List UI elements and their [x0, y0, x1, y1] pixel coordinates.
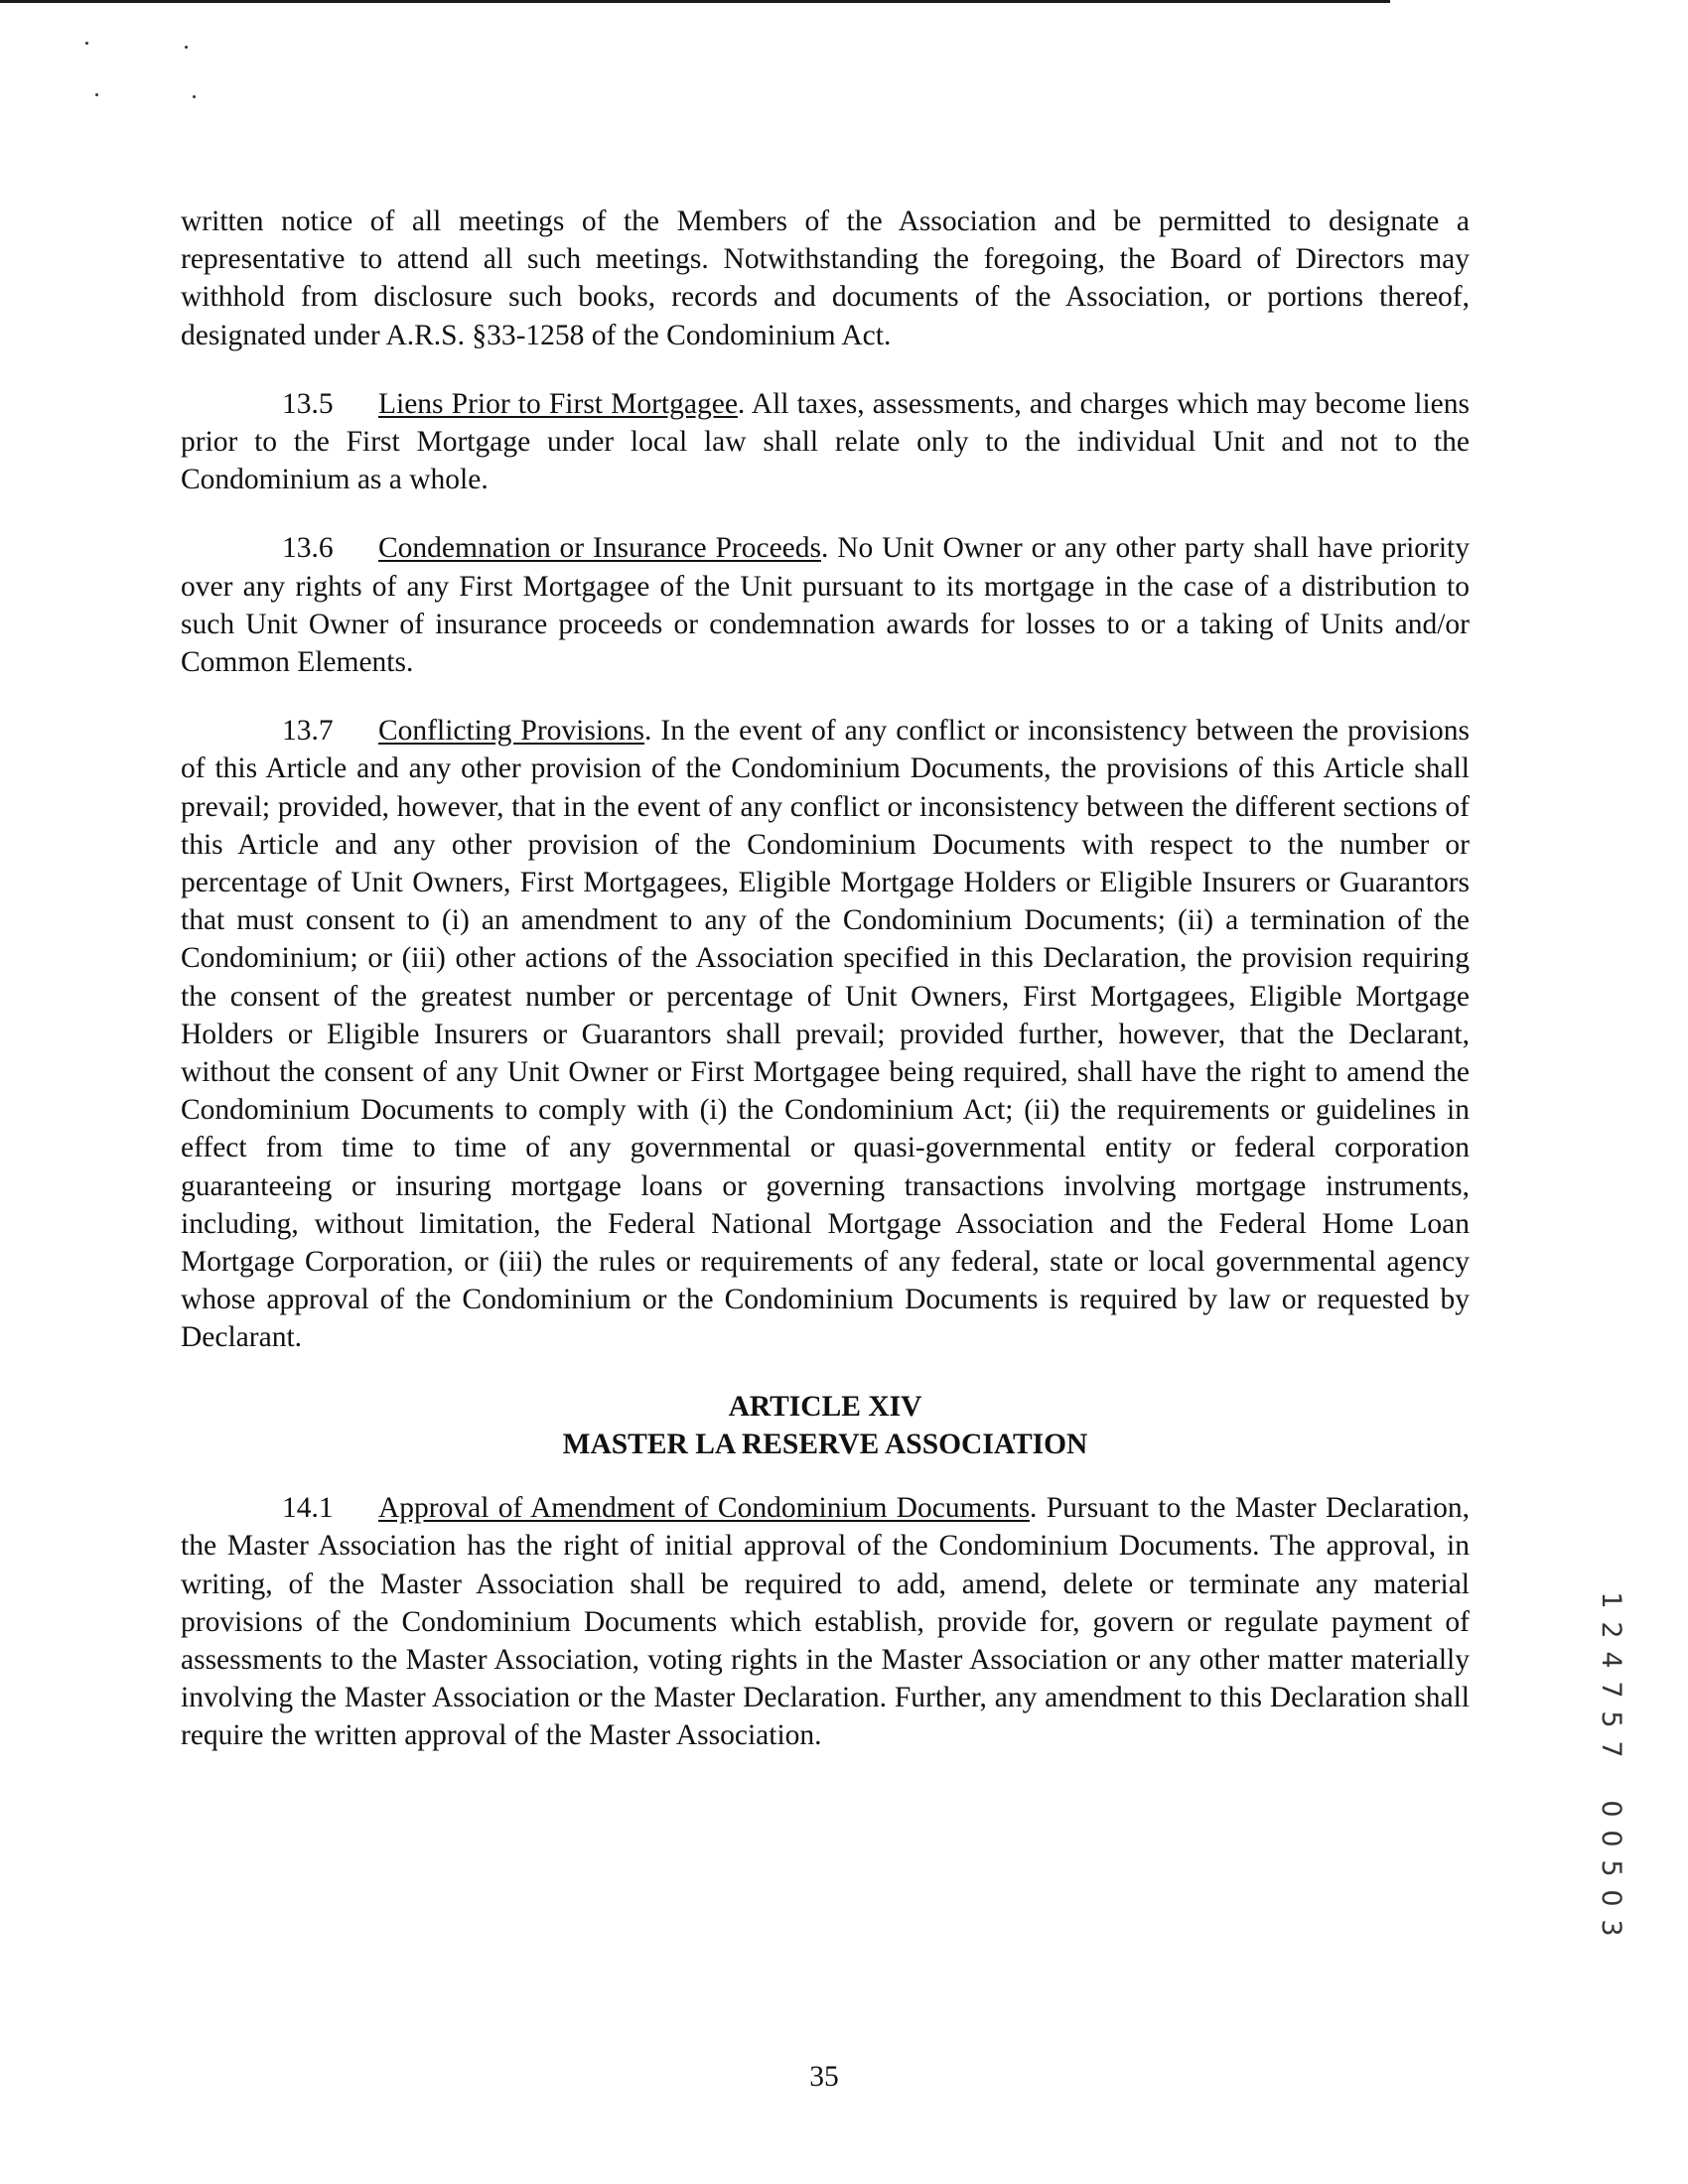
section-number: 13.5 [282, 387, 334, 420]
section-text: . No Unit Owner or any other party shall have priority over any rights of any First Mortgagee of the Unit pursuant to its mortgage in the case of a distribution to such Unit Owner of insurance proceeds or condemnation awards for losses to or a taking of Units and/or Common Elements. [181, 532, 1470, 679]
article-number: ARTICLE XIV [728, 1390, 922, 1423]
section-number: 14.1 [282, 1492, 334, 1525]
stamp-gap [1593, 1764, 1628, 1794]
page-number: 35 [809, 2061, 839, 2093]
article-heading [181, 1388, 1470, 1463]
section-number: 13.6 [282, 532, 334, 565]
stamp-digit: 4 [1596, 1651, 1626, 1669]
stamp-digit: 1 [1596, 1591, 1626, 1609]
scan-speck [95, 93, 98, 96]
section-text: . All taxes, assessments, and charges which may become liens prior to the First Mortgage under local law shall relate only to the individual Unit and not to the Condominium as a whole. [181, 387, 1470, 496]
article-title: MASTER LA RESERVE ASSOCIATION [562, 1428, 1088, 1460]
continued-paragraph [181, 203, 1470, 354]
stamp-digit: 0 [1596, 1889, 1626, 1907]
section-13-6 [181, 529, 1470, 681]
section-title: Liens Prior to First Mortgagee [378, 387, 738, 420]
stamp-digit: 0 [1596, 1800, 1626, 1818]
paragraph-text: written notice of all meetings of the Members of the Association and be permitted to designate a representative to attend all such meetings. Notwithstanding the foregoing, the Board of Directors may withhold from disclosure such books, records and documents of the Association, or portions thereof, designated under A.R.S. §33-1258 of the Condominium Act. [181, 205, 1470, 351]
section-title: Conflicting Provisions [378, 715, 645, 748]
section-title: Condemnation or Insurance Proceeds [378, 532, 821, 565]
document-body [181, 203, 1470, 1786]
section-text: . Pursuant to the Master Declaration, the Master Association has the right of initial approval of the Condominium Documents. The approval, in writing, of the Master Association shall be required to add, amend, delete or terminate any material provisions of the Condominium Documents which establish, provide for, govern or regulate payment of assessments to the Master Association, voting rights in the Master Association or any other matter materially involving the Master Association or the Master Declaration. Further, any amendment to this Declaration shall require the written approval of the Master Association. [181, 1492, 1470, 1752]
section-14-1 [181, 1489, 1470, 1754]
section-text: . In the event of any conflict or inconsistency between the provisions of this Article and any other provision of the Condominium Documents, the provisions of this Article shall prevail; provided, however, that in the event of any conflict or inconsistency between the different sections of this Article and any other provision of the Condominium Documents with respect to the number or percentage of Unit Owners, First Mortgagees, Eligible Mortgage Holders or Eligible Insurers or Guarantors that must consent to (i) an amendment to any of the Condominium Documents; (ii) a termination of the Condominium; or (iii) other actions of the Association specified in this Declaration, the provision requiring the consent of the greatest number or percentage of Unit Owners, First Mortgagees, Eligible Mortgage Holders or Eligible Insurers or Guarantors shall prevail; provided further, however, that the Declarant, without the consent of any Unit Owner or First Mortgagee being required, shall have the right to amend the Condominium Documents to comply with (i) the Condominium Act; (ii) the requirements or guidelines in effect from time to time of any governmental or quasi-governmental entity or federal corporation guaranteeing or insuring mortgage loans or governing transactions involving mortgage instruments, including, without limitation, the Federal National Mortgage Association and the Federal Home Loan Mortgage Corporation, or (iii) the rules or requirements of any federal, state or local governmental agency whose approval of the Condominium or the Condominium Documents is required by law or requested by Declarant. [181, 715, 1470, 1354]
stamp-digit: 0 [1596, 1830, 1626, 1847]
stamp-digit: 3 [1596, 1919, 1626, 1937]
scan-speck [85, 42, 88, 45]
section-title: Approval of Amendment of Condominium Documents [378, 1492, 1031, 1525]
stamp-digit: 7 [1596, 1740, 1626, 1758]
scan-speck [185, 46, 188, 49]
section-13-7 [181, 712, 1470, 1356]
top-border-line [0, 0, 1390, 3]
recording-number-stamp [1593, 1585, 1628, 1943]
section-13-5 [181, 385, 1470, 499]
stamp-digit: 5 [1596, 1710, 1626, 1728]
scan-speck [193, 95, 196, 98]
section-number: 13.7 [282, 715, 334, 748]
stamp-digit: 2 [1596, 1621, 1626, 1639]
stamp-digit: 5 [1596, 1859, 1626, 1877]
stamp-digit: 7 [1596, 1681, 1626, 1699]
